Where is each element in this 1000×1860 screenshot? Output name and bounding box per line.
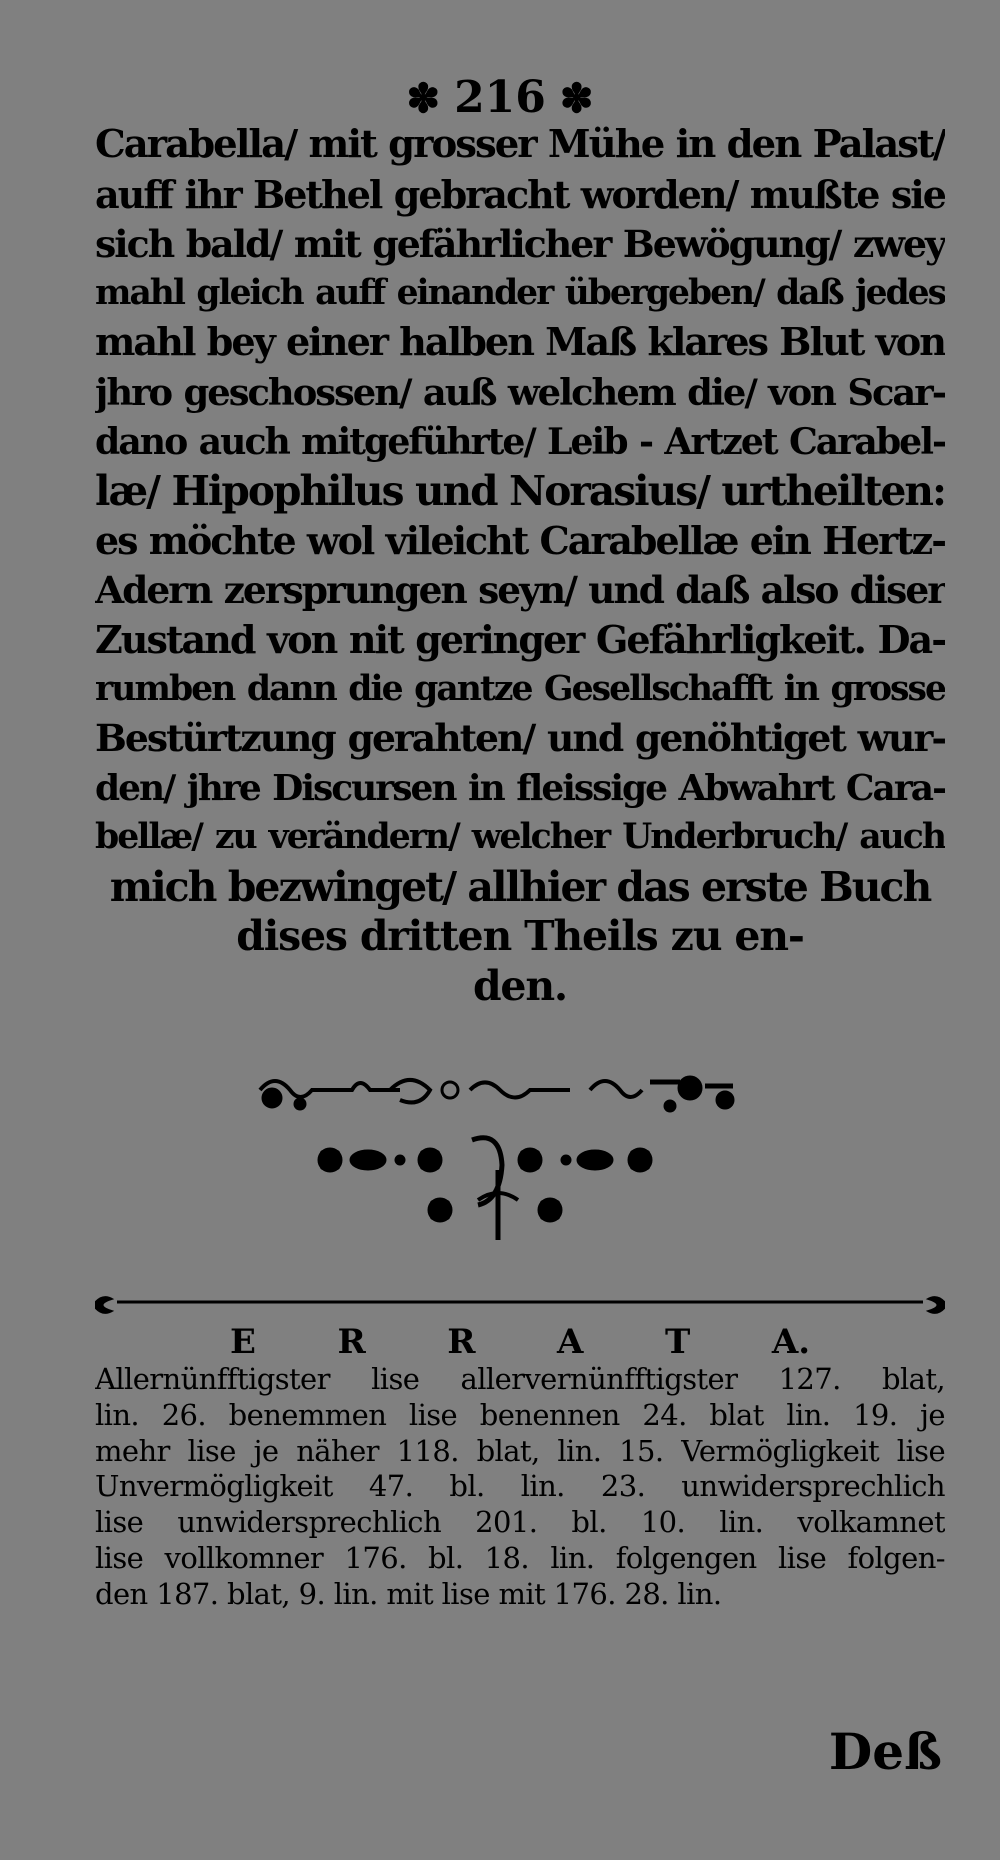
text-line: dises dritten Theils zu en- — [236, 912, 804, 960]
text-line: Zustand von nit geringer Gefährligkeit. Da- — [95, 617, 945, 662]
errata-line: lise vollkomner 176. bl. 18. lin. folgengen lise folgen- — [95, 1540, 945, 1575]
errata-list — [95, 1362, 945, 1613]
text-line: mich bezwinget/ allhier das erste Buch — [109, 862, 931, 911]
flower-ornament-icon: ✽ — [406, 75, 441, 122]
text-line: Adern zersprungen seyn/ und daß also diser — [95, 567, 945, 612]
text-line: es möchte wol vileicht Carabellæ ein Hertz- — [95, 518, 945, 563]
errata-letter: R — [447, 1322, 476, 1362]
main-text-block — [95, 120, 945, 1011]
errata-letter: A — [557, 1322, 584, 1362]
errata-letter: R — [337, 1322, 366, 1362]
errata-line: lise unwidersprechlich 201. bl. 10. lin. volkamnet — [95, 1505, 945, 1540]
text-line: dano auch mitgeführte/ Leib - Artzet Carabel- — [95, 420, 945, 463]
errata-line: lin. 26. benemmen lise benennen 24. blat lin. 19. je — [95, 1397, 945, 1432]
text-line: mahl gleich auff einander übergeben/ daß jedes — [95, 272, 945, 313]
text-line: mahl bey einer halben Maß klares Blut von — [95, 320, 945, 365]
text-line: Carabella/ mit grosser Mühe in den Palast/ — [95, 122, 945, 167]
flower-ornament-icon: ✽ — [559, 75, 594, 122]
errata-line: Unvermögligkeit 47. bl. lin. 23. unwidersprechlich — [95, 1469, 945, 1504]
tailpiece-ornament-icon — [250, 1060, 750, 1250]
text-line: Bestürtzung gerahten/ und genöhtiget wur- — [95, 716, 945, 760]
errata-letter: A. — [771, 1322, 811, 1362]
text-line: bellæ/ zu verändern/ welcher Underbruch/ auch — [95, 817, 945, 857]
errata-letter: T — [664, 1322, 691, 1362]
errata-letter: E — [230, 1322, 256, 1362]
text-line: auff ihr Bethel gebracht worden/ mußte sie — [95, 171, 945, 217]
text-line: rumben dann die gantze Gesellschafft in grosse — [95, 668, 945, 709]
errata-line: den 187. blat, 9. lin. mit lise mit 176. 28. lin. — [95, 1576, 722, 1611]
page-number: 216 — [454, 72, 546, 123]
errata-heading — [230, 1320, 810, 1364]
text-line: jhro geschossen/ auß welchem die/ von Scar- — [95, 369, 945, 414]
errata-line: Allernünfftigster lise allervernünfftigster 127. blat, — [95, 1362, 945, 1396]
page-header — [0, 70, 1000, 127]
text-line: sich bald/ mit gefährlicher Bewögung/ zwey — [95, 221, 945, 266]
catchword: Deß — [828, 1722, 942, 1781]
errata-line: mehr lise je näher 118. blat, lin. 15. Vermögligkeit lise — [95, 1433, 945, 1468]
text-line: den. — [472, 961, 568, 1010]
decorative-rule — [95, 1290, 945, 1314]
text-line: den/ jhre Discursen in fleissige Abwahrt Cara- — [95, 766, 945, 809]
text-line: læ/ Hipophilus und Norasius/ urtheilten: — [95, 466, 945, 515]
